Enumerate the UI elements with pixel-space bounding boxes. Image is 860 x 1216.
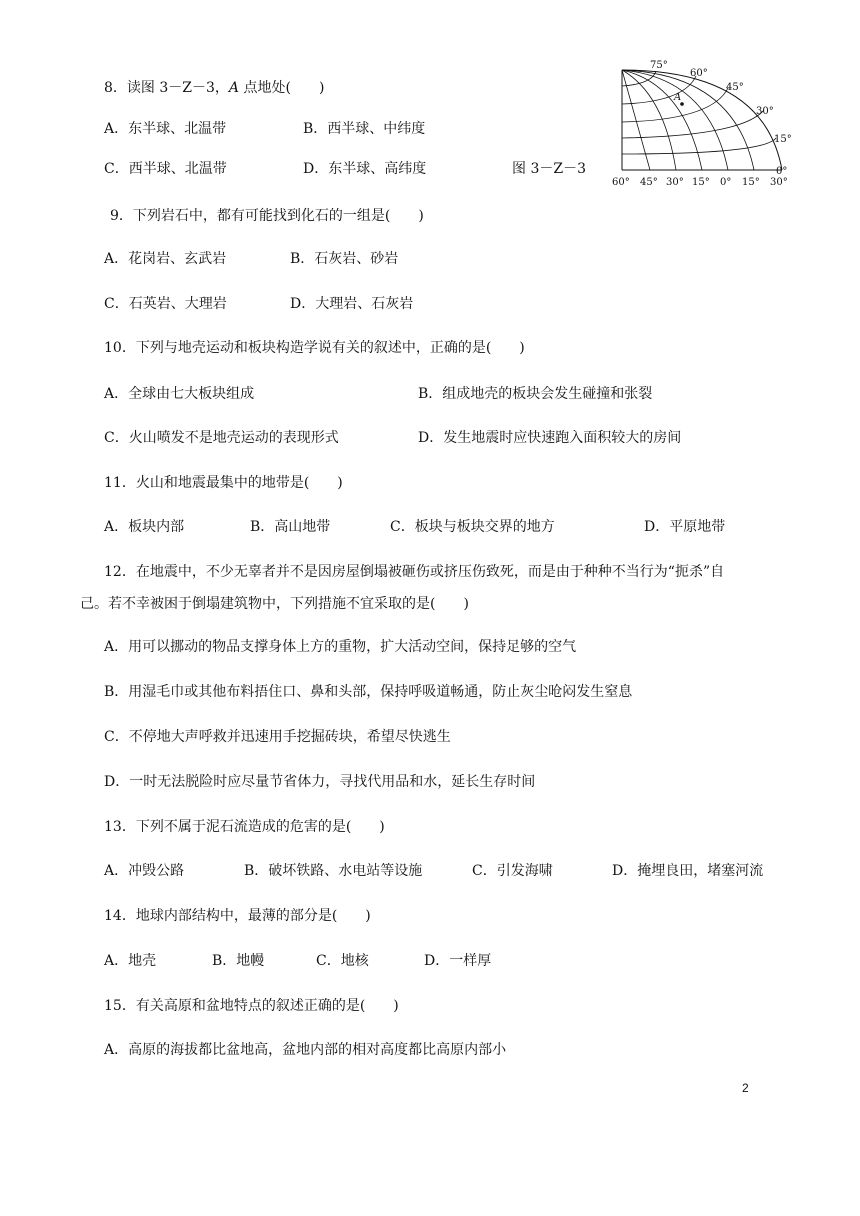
q13-option-c: C．引发海啸 [472, 863, 553, 879]
q11-stem: 11．火山和地震最集中的地带是( ) [104, 475, 343, 491]
lat-label-15: 15° [774, 134, 792, 145]
q12-stem-line1: 12．在地震中，不少无辜者并不是因房屋倒塌被砸伤或挤压伤致死，而是由于种种不当行为“扼杀”自 [104, 564, 725, 580]
q14-option-d: D．一样厚 [424, 953, 492, 969]
q14-option-b: B．地幔 [212, 953, 265, 969]
q9-stem: 9．下列岩石中，都有可能找到化石的一组是( ) [110, 208, 424, 224]
lat-lon-grid-figure [604, 54, 804, 196]
lat-label-60: 60° [690, 68, 708, 79]
q12-option-a: A．用可以挪动的物品支撑身体上方的重物，扩大活动空间，保持足够的空气 [104, 639, 577, 655]
q8-option-c: C．西半球、北温带 [104, 161, 227, 177]
q11-option-a: A．板块内部 [104, 519, 185, 535]
q14-option-a: A．地壳 [104, 953, 157, 969]
lon-label-45w: 45° [640, 177, 658, 188]
lon-label-0: 0° [720, 177, 732, 188]
q12-option-b: B．用湿毛巾或其他布料捂住口、鼻和头部，保持呼吸道畅通，防止灰尘呛闷发生窒息 [104, 684, 633, 700]
lon-label-60w: 60° [612, 177, 630, 188]
lat-lon-grid-svg [604, 54, 804, 196]
q8-option-a: A．东半球、北温带 [104, 121, 227, 137]
q10-option-d: D．发生地震时应快速跑入面积较大的房间 [418, 430, 682, 446]
page-number: 2 [742, 1081, 749, 1095]
q10-option-b: B．组成地壳的板块会发生碰撞和张裂 [418, 386, 653, 402]
q11-option-b: B．高山地带 [250, 519, 331, 535]
q8-stem [104, 79, 324, 97]
q12-option-d: D．一时无法脱险时应尽量节省体力，寻找代用品和水，延长生存时间 [104, 774, 536, 790]
q13-option-d: D．掩埋良田，堵塞河流 [612, 863, 764, 879]
q8-stem-before: 8．读图 3－Z－3， [104, 80, 229, 96]
q12-option-c: C．不停地大声呼救并迅速用手挖掘砖块，希望尽快逃生 [104, 729, 451, 745]
point-a-label: A [674, 92, 682, 103]
q12-stem-line2: 己。若不幸被困于倒塌建筑物中，下列措施不宜采取的是( ) [80, 596, 469, 612]
lat-label-30: 30° [756, 106, 774, 117]
lon-label-15w: 15° [692, 177, 710, 188]
q9-option-d: D．大理岩、石灰岩 [290, 296, 414, 312]
q14-stem: 14．地球内部结构中，最薄的部分是( ) [104, 908, 371, 924]
q8-option-d: D．东半球、高纬度 [303, 161, 427, 177]
q14-option-c: C．地核 [316, 953, 369, 969]
q8-stem-after: 点地处( ) [239, 80, 325, 96]
figure-caption: 图 3－Z－3 [512, 161, 586, 177]
q9-option-c: C．石英岩、大理岩 [104, 296, 227, 312]
lon-label-30e: 30° [770, 177, 788, 188]
parallel-30 [622, 110, 764, 138]
q9-option-a: A．花岗岩、玄武岩 [104, 251, 227, 267]
meridian-45w [622, 70, 650, 170]
q11-option-d: D．平原地带 [644, 519, 726, 535]
lat-label-75: 75° [650, 60, 668, 71]
q10-option-c: C．火山喷发不是地壳运动的表现形式 [104, 430, 339, 446]
q13-stem: 13．下列不属于泥石流造成的危害的是( ) [104, 819, 385, 835]
lat-label-0: 0° [776, 166, 788, 177]
q13-option-a: A．冲毁公路 [104, 863, 185, 879]
q10-stem: 10．下列与地壳运动和板块构造学说有关的叙述中，正确的是( ) [104, 340, 525, 356]
parallel-60 [622, 76, 696, 104]
lon-label-15e: 15° [742, 177, 760, 188]
q8-stem-point: A [228, 80, 240, 96]
q8-option-b: B．西半球、中纬度 [303, 121, 426, 137]
q15-option-a: A．高原的海拔都比盆地高，盆地内部的相对高度都比高原内部小 [104, 1042, 507, 1058]
lat-label-45: 45° [726, 82, 744, 93]
q15-stem: 15．有关高原和盆地特点的叙述正确的是( ) [104, 998, 399, 1014]
q13-option-b: B．破坏铁路、水电站等设施 [244, 863, 423, 879]
q11-option-c: C．板块与板块交界的地方 [390, 519, 555, 535]
q9-option-b: B．石灰岩、砂岩 [290, 251, 399, 267]
q10-option-a: A．全球由七大板块组成 [104, 386, 255, 402]
lon-label-30w: 30° [666, 177, 684, 188]
